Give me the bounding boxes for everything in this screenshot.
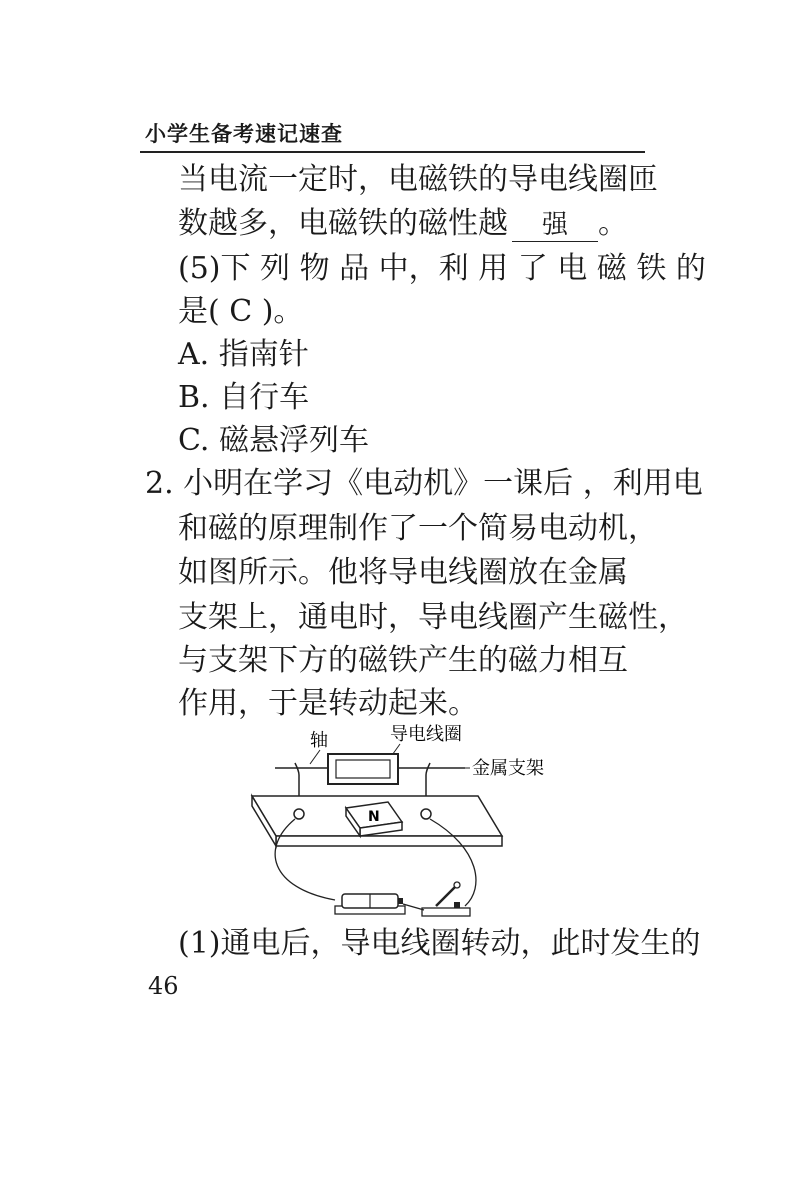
switch-knob — [454, 882, 460, 888]
text-line-2 — [178, 204, 628, 244]
option-b: B. 自行车 — [178, 380, 310, 415]
option-a: A. 指南针 — [178, 337, 309, 372]
board-front — [276, 836, 502, 846]
question-2-line-5: 与支架下方的磁铁产生的磁力相互 — [178, 643, 628, 678]
question-2-line-4: 支架上，通电时，导电线圈产生磁性， — [178, 600, 688, 635]
motor-diagram — [240, 718, 580, 928]
text-line-2-prefix: 数越多，电磁铁的磁性越 — [178, 206, 508, 241]
coil-inner — [336, 760, 390, 778]
page-number: 46 — [148, 972, 179, 1000]
switch-lever — [436, 886, 456, 906]
switch-contact — [454, 902, 460, 908]
question-2-line-3: 如图所示。他将导电线圈放在金属 — [178, 555, 628, 590]
label-axis: 轴 — [310, 730, 328, 751]
wire-battery-switch — [403, 904, 424, 910]
label-coil: 导电线圈 — [390, 724, 462, 745]
sub-question-5: (5)下 列 物 品 中，利 用 了 电 磁 铁 的 — [178, 251, 706, 286]
question-2-line-1: 2. 小明在学习《电动机》一课后 ，利用电 — [145, 466, 703, 501]
label-bracket: 金属支架 — [472, 758, 544, 779]
question-2-line-6: 作用，于是转动起来。 — [178, 686, 478, 721]
leader-axis — [310, 750, 320, 764]
header-rule — [140, 151, 645, 153]
question-2-line-2: 和磁的原理制作了一个简易电动机， — [178, 511, 658, 546]
switch-base — [422, 908, 470, 916]
text-line-2-suffix: 。 — [598, 206, 628, 241]
sub-question-5-cont: 是( C )。 — [178, 294, 304, 329]
sub-question-1: (1)通电后，导电线圈转动，此时发生的 — [178, 926, 701, 961]
text-line-1: 当电流一定时，电磁铁的导电线圈匝 — [178, 162, 658, 197]
option-c: C. 磁悬浮列车 — [178, 423, 369, 458]
terminal-left — [294, 809, 304, 819]
battery-cap — [398, 898, 403, 904]
terminal-right — [421, 809, 431, 819]
fill-in-blank-answer: 强 — [512, 209, 598, 242]
running-header: 小学生备考速记速查 — [145, 122, 343, 146]
magnet-pole: N — [368, 809, 380, 825]
